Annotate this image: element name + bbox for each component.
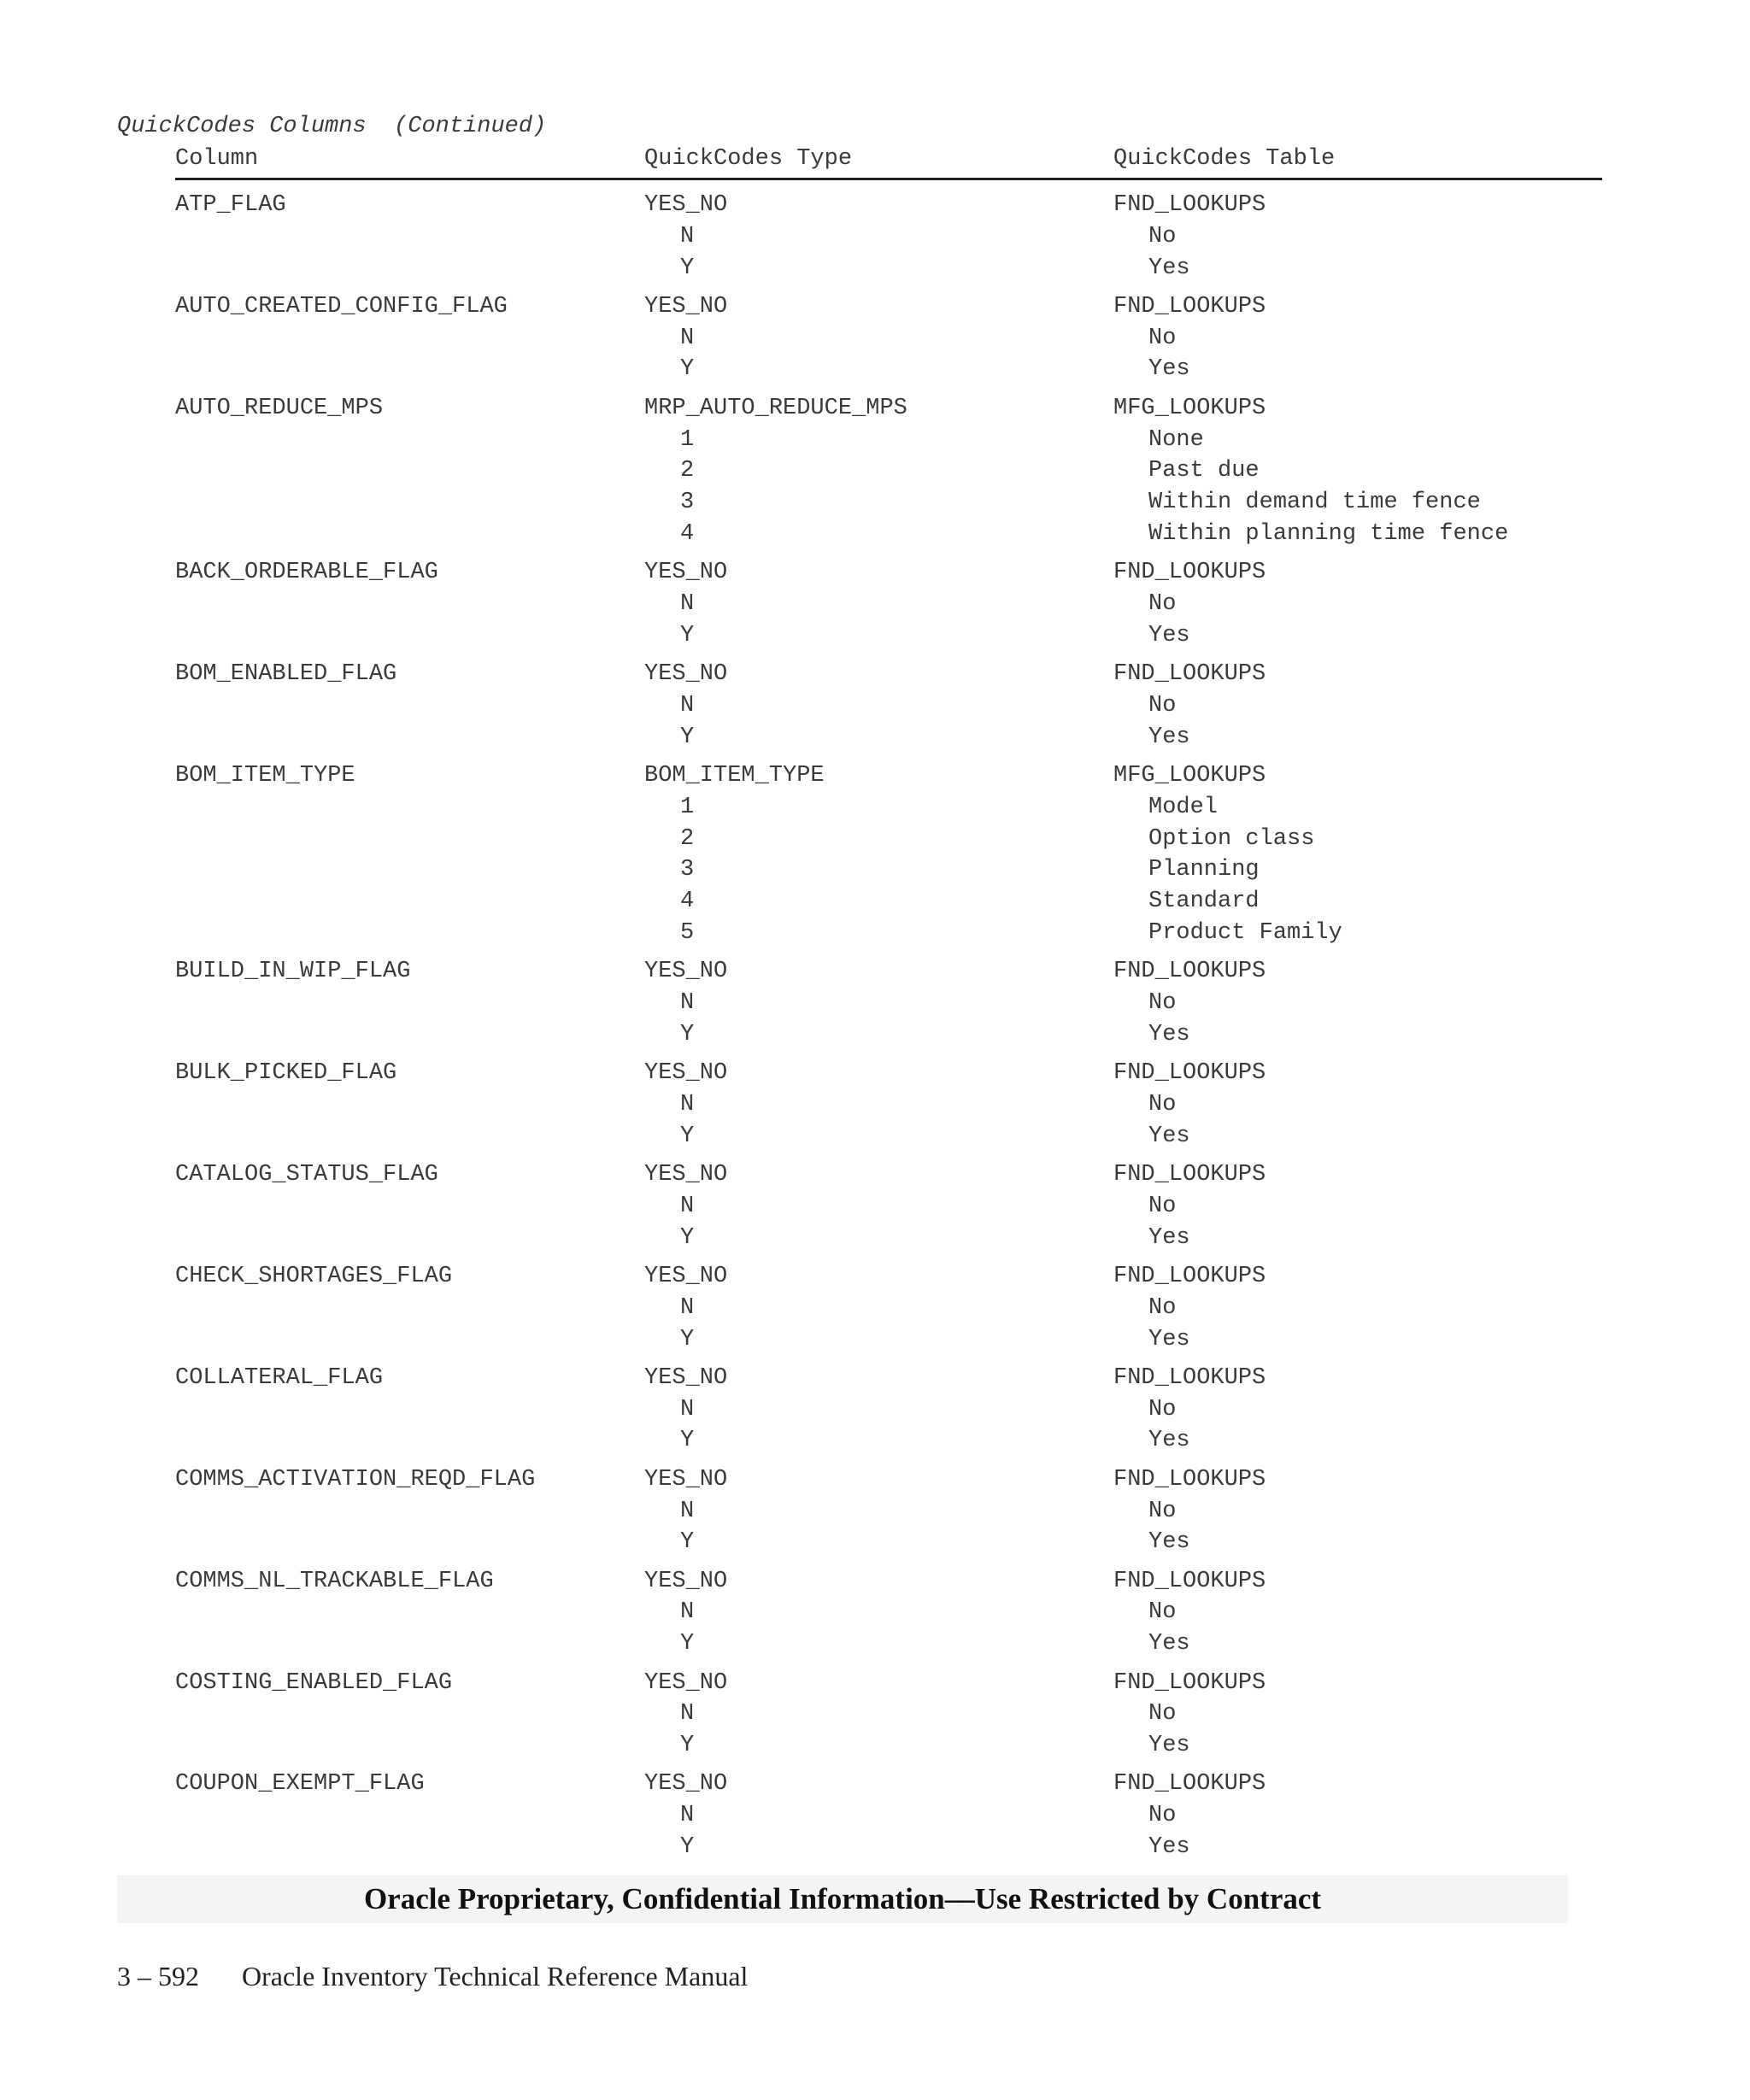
row-main-line [0, 1363, 1750, 1394]
quickcodes-table: FND_LOOKUPS [1113, 1162, 1266, 1188]
lookup-meaning: No [1148, 591, 1177, 618]
column-name: COUPON_EXEMPT_FLAG [175, 1771, 425, 1798]
lookup-value-line [0, 988, 1750, 1019]
lookup-value-line [0, 1800, 1750, 1832]
lookup-code: 4 [680, 520, 695, 547]
lookup-meaning: Yes [1148, 1428, 1190, 1454]
table-row [0, 1159, 1750, 1253]
quickcodes-table: MFG_LOOKUPS [1113, 395, 1266, 421]
lookup-code: N [680, 1294, 695, 1321]
lookup-meaning: No [1148, 1599, 1177, 1626]
quickcodes-type: YES_NO [644, 1669, 728, 1696]
lookup-value-line [0, 1019, 1750, 1051]
quickcodes-table: FND_LOOKUPS [1113, 1364, 1266, 1391]
row-main-line [0, 393, 1750, 425]
lookup-code: N [680, 1701, 695, 1728]
lookup-code: 2 [680, 825, 695, 852]
lookup-meaning: Standard [1148, 889, 1260, 915]
lookup-code: N [680, 990, 695, 1017]
lookup-value-line [0, 1324, 1750, 1356]
lookup-code: Y [680, 1428, 695, 1454]
lookup-value-line [0, 1121, 1750, 1153]
lookup-meaning: Option class [1148, 825, 1315, 852]
page-number: 3 – 592 [117, 1961, 199, 1991]
lookup-value-line [0, 1425, 1750, 1457]
lookup-code: 3 [680, 490, 695, 516]
row-main-line [0, 1769, 1750, 1800]
table-row [0, 1769, 1750, 1862]
confidentiality-banner: Oracle Proprietary, Confidential Information––Use Restricted by Contract [117, 1875, 1568, 1923]
row-main-line [0, 1566, 1750, 1598]
quickcodes-type: YES_NO [644, 1060, 728, 1087]
lookup-meaning: Yes [1148, 255, 1190, 281]
lookup-code: Y [680, 1123, 695, 1149]
lookup-code: N [680, 1193, 695, 1219]
lookup-meaning: Past due [1148, 458, 1260, 484]
row-main-line [0, 291, 1750, 323]
lookup-code: Y [680, 1224, 695, 1251]
header-column: Column [175, 146, 259, 172]
row-main-line [0, 1159, 1750, 1191]
lookup-meaning: Planning [1148, 857, 1260, 883]
column-name: AUTO_REDUCE_MPS [175, 395, 384, 421]
lookup-value-line [0, 918, 1750, 949]
quickcodes-type: YES_NO [644, 1364, 728, 1391]
quickcodes-type: YES_NO [644, 293, 728, 320]
lookup-code: N [680, 1092, 695, 1118]
column-name: AUTO_CREATED_CONFIG_FLAG [175, 293, 508, 320]
lookup-value-line [0, 1527, 1750, 1558]
lookup-value-line [0, 1730, 1750, 1762]
table-row [0, 1261, 1750, 1355]
table-row [0, 1363, 1750, 1457]
table-caption: QuickCodes Columns (Continued) [117, 114, 547, 139]
quickcodes-type: YES_NO [644, 1568, 728, 1594]
lookup-value-line [0, 519, 1750, 550]
lookup-value-line [0, 1698, 1750, 1730]
quickcodes-table: FND_LOOKUPS [1113, 661, 1266, 688]
quickcodes-table: FND_LOOKUPS [1113, 1466, 1266, 1493]
lookup-meaning: Yes [1148, 1733, 1190, 1759]
lookup-value-line [0, 1394, 1750, 1426]
column-name: ATP_FLAG [175, 192, 286, 218]
lookup-code: N [680, 1599, 695, 1626]
lookup-meaning: No [1148, 1193, 1177, 1219]
lookup-code: Y [680, 1733, 695, 1759]
lookup-code: Y [680, 1021, 695, 1047]
quickcodes-table: FND_LOOKUPS [1113, 192, 1266, 218]
lookup-code: 1 [680, 426, 695, 453]
lookup-code: Y [680, 724, 695, 750]
row-main-line [0, 1464, 1750, 1496]
row-main-line [0, 760, 1750, 792]
row-main-line [0, 557, 1750, 589]
quickcodes-type: YES_NO [644, 661, 728, 688]
row-main-line [0, 1261, 1750, 1293]
quickcodes-type: YES_NO [644, 1162, 728, 1188]
lookup-value-line [0, 824, 1750, 855]
lookup-value-line [0, 323, 1750, 355]
lookup-code: Y [680, 1834, 695, 1861]
column-name: CHECK_SHORTAGES_FLAG [175, 1264, 453, 1289]
quickcodes-type: YES_NO [644, 1264, 728, 1289]
lookup-code: N [680, 223, 695, 249]
quickcodes-table: FND_LOOKUPS [1113, 1568, 1266, 1594]
lookup-meaning: Yes [1148, 356, 1190, 383]
quickcodes-type: YES_NO [644, 1466, 728, 1493]
table-row [0, 291, 1750, 385]
lookup-value-line [0, 221, 1750, 253]
column-name: BUILD_IN_WIP_FLAG [175, 959, 411, 985]
row-main-line [0, 1668, 1750, 1699]
lookup-meaning: Yes [1148, 622, 1190, 648]
quickcodes-table: FND_LOOKUPS [1113, 1060, 1266, 1087]
lookup-value-line [0, 854, 1750, 886]
lookup-code: Y [680, 356, 695, 383]
lookup-meaning: Yes [1148, 1224, 1190, 1251]
lookup-value-line [0, 722, 1750, 754]
quickcodes-type: MRP_AUTO_REDUCE_MPS [644, 395, 907, 421]
lookup-code: Y [680, 622, 695, 648]
quickcodes-type: BOM_ITEM_TYPE [644, 763, 825, 789]
lookup-value-line [0, 455, 1750, 487]
lookup-value-line [0, 589, 1750, 620]
lookup-value-line [0, 1597, 1750, 1628]
column-name: CATALOG_STATUS_FLAG [175, 1162, 438, 1188]
lookup-code: N [680, 1498, 695, 1524]
column-name: COSTING_ENABLED_FLAG [175, 1669, 453, 1696]
table-header [175, 144, 1602, 180]
quickcodes-table: MFG_LOOKUPS [1113, 763, 1266, 789]
lookup-value-line [0, 690, 1750, 722]
table-body [0, 190, 1750, 1870]
lookup-meaning: Yes [1148, 1834, 1190, 1861]
table-row [0, 557, 1750, 651]
quickcodes-type: YES_NO [644, 192, 728, 218]
lookup-value-line [0, 1293, 1750, 1324]
column-name: BACK_ORDERABLE_FLAG [175, 560, 438, 586]
lookup-code: N [680, 325, 695, 351]
lookup-meaning: None [1148, 426, 1204, 453]
column-name: COMMS_NL_TRACKABLE_FLAG [175, 1568, 494, 1594]
column-name: BOM_ITEM_TYPE [175, 763, 355, 789]
lookup-meaning: No [1148, 1092, 1177, 1118]
lookup-code: Y [680, 1326, 695, 1352]
lookup-meaning: Yes [1148, 724, 1190, 750]
lookup-meaning: Yes [1148, 1631, 1190, 1657]
lookup-code: 2 [680, 458, 695, 484]
lookup-meaning: No [1148, 990, 1177, 1017]
row-main-line [0, 956, 1750, 988]
table-row [0, 1058, 1750, 1152]
quickcodes-table: FND_LOOKUPS [1113, 959, 1266, 985]
lookup-meaning: Yes [1148, 1123, 1190, 1149]
table-row [0, 190, 1750, 284]
lookup-meaning: Yes [1148, 1529, 1190, 1556]
lookup-value-line [0, 1496, 1750, 1528]
lookup-meaning: No [1148, 1498, 1177, 1524]
header-quickcodes-type: QuickCodes Type [644, 146, 853, 172]
lookup-code: 3 [680, 857, 695, 883]
lookup-code: 1 [680, 794, 695, 820]
lookup-code: 5 [680, 920, 695, 947]
quickcodes-table: FND_LOOKUPS [1113, 1669, 1266, 1696]
lookup-meaning: Yes [1148, 1326, 1190, 1352]
lookup-meaning: Yes [1148, 1021, 1190, 1047]
table-row [0, 1464, 1750, 1558]
table-row [0, 760, 1750, 949]
lookup-meaning: No [1148, 1701, 1177, 1728]
lookup-code: Y [680, 1529, 695, 1556]
quickcodes-table: FND_LOOKUPS [1113, 293, 1266, 320]
quickcodes-type: YES_NO [644, 560, 728, 586]
quickcodes-table: FND_LOOKUPS [1113, 1771, 1266, 1798]
lookup-meaning: Product Family [1148, 920, 1342, 947]
manual-title: Oracle Inventory Technical Reference Manual [242, 1961, 749, 1991]
column-name: COLLATERAL_FLAG [175, 1364, 384, 1391]
quickcodes-table: FND_LOOKUPS [1113, 560, 1266, 586]
lookup-meaning: Model [1148, 794, 1219, 820]
lookup-value-line [0, 487, 1750, 519]
lookup-meaning: No [1148, 692, 1177, 719]
lookup-value-line [0, 425, 1750, 456]
column-name: BULK_PICKED_FLAG [175, 1060, 397, 1087]
quickcodes-type: YES_NO [644, 959, 728, 985]
lookup-value-line [0, 620, 1750, 652]
lookup-meaning: No [1148, 325, 1177, 351]
table-row [0, 393, 1750, 550]
row-main-line [0, 1058, 1750, 1089]
row-main-line [0, 659, 1750, 690]
lookup-value-line [0, 1089, 1750, 1121]
lookup-code: N [680, 1803, 695, 1829]
column-name: BOM_ENABLED_FLAG [175, 661, 397, 688]
lookup-meaning: Within planning time fence [1148, 520, 1509, 547]
lookup-value-line [0, 1191, 1750, 1223]
row-main-line [0, 190, 1750, 221]
lookup-value-line [0, 253, 1750, 284]
lookup-meaning: No [1148, 1803, 1177, 1829]
table-row [0, 1668, 1750, 1762]
lookup-code: N [680, 1396, 695, 1422]
lookup-value-line [0, 886, 1750, 918]
table-row [0, 1566, 1750, 1660]
column-name: COMMS_ACTIVATION_REQD_FLAG [175, 1466, 536, 1493]
lookup-code: Y [680, 1631, 695, 1657]
lookup-meaning: No [1148, 223, 1177, 249]
lookup-meaning: Within demand time fence [1148, 490, 1481, 516]
lookup-code: N [680, 591, 695, 618]
lookup-value-line [0, 1223, 1750, 1254]
lookup-code: Y [680, 255, 695, 281]
table-row [0, 956, 1750, 1050]
table-row [0, 659, 1750, 753]
quickcodes-table: FND_LOOKUPS [1113, 1264, 1266, 1289]
lookup-value-line [0, 1832, 1750, 1863]
lookup-code: 4 [680, 889, 695, 915]
lookup-meaning: No [1148, 1396, 1177, 1422]
header-quickcodes-table: QuickCodes Table [1113, 146, 1336, 172]
lookup-code: N [680, 692, 695, 719]
lookup-meaning: No [1148, 1294, 1177, 1321]
lookup-value-line [0, 792, 1750, 824]
lookup-value-line [0, 354, 1750, 385]
lookup-value-line [0, 1628, 1750, 1660]
quickcodes-type: YES_NO [644, 1771, 728, 1798]
